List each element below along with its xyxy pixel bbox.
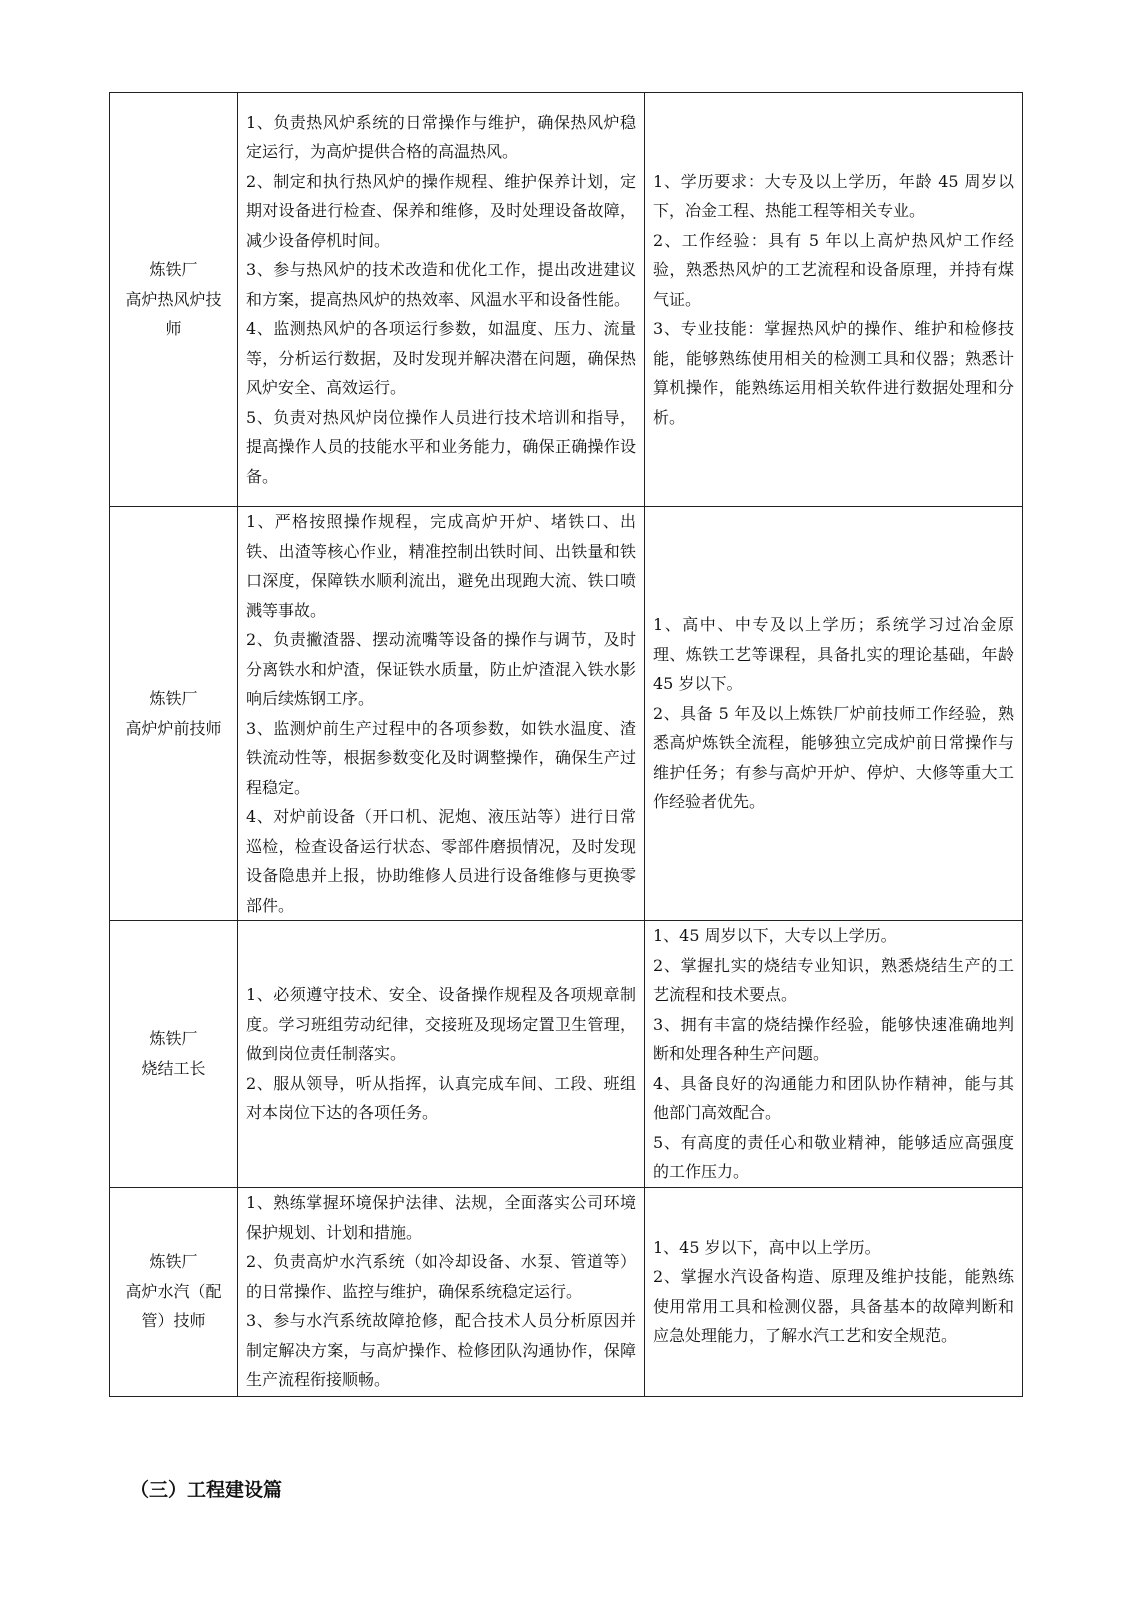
requirements-cell [645,93,1023,507]
duty-item: 2、负责高炉水汽系统（如冷却设备、水泵、管道等）的日常操作、监控与维护，确保系统稳定运行。 [246,1252,636,1301]
table-row [110,507,1023,921]
duty-item: 2、服从领导，听从指挥，认真完成车间、工段、班组对本岗位下达的各项任务。 [246,1073,636,1122]
duties-cell [238,93,645,507]
duty-item: 1、必须遵守技术、安全、设备操作规程及各项规章制度。学习班组劳动纪律，交接班及现场定置卫生管理，做到岗位责任制落实。 [246,985,636,1063]
duties-cell [238,921,645,1188]
duty-item: 1、熟练掌握环境保护法律、法规，全面落实公司环境保护规划、计划和措施。 [246,1193,636,1242]
requirement-item: 2、掌握水汽设备构造、原理及维护技能，能熟练使用常用工具和检测仪器，具备基本的故障判断和应急处理能力，了解水汽工艺和安全规范。 [653,1267,1014,1345]
requirements-cell [645,507,1023,921]
position-line: 高炉热风炉技 [125,289,222,309]
duty-item: 1、严格按照操作规程，完成高炉开炉、堵铁口、出铁、出渣等核心作业，精准控制出铁时间、出铁量和铁口深度，保障铁水顺利流出，避免出现跑大流、铁口喷溅等事故。 [246,512,636,620]
duty-item: 3、参与水汽系统故障抢修，配合技术人员分析原因并制定解决方案，与高炉操作、检修团队沟通协作，保障生产流程衔接顺畅。 [246,1311,636,1390]
position-cell [110,93,238,507]
requirement-item: 1、45 岁以下，高中以上学历。 [653,1237,881,1257]
requirements-cell [645,921,1023,1188]
requirement-item: 3、专业技能：掌握热风炉的操作、维护和检修技能，能够熟练使用相关的检测工具和仪器；熟悉计算机操作，能熟练运用相关软件进行数据处理和分析。 [653,319,1014,427]
requirement-item: 2、掌握扎实的烧结专业知识，熟悉烧结生产的工艺流程和技术要点。 [653,955,1014,1004]
section-heading: （三）工程建设篇 [130,1479,283,1501]
duty-item: 4、对炉前设备（开口机、泥炮、液压站等）进行日常巡检，检查设备运行状态、零部件磨损情况，及时发现设备隐患并上报，协助维修人员进行设备维修与更换零部件。 [246,807,636,915]
table-row [110,1187,1023,1396]
duties-cell [238,507,645,921]
position-cell [110,1187,238,1396]
duty-item: 4、监测热风炉的各项运行参数，如温度、压力、流量等，分析运行数据，及时发现并解决潜在问题，确保热风炉安全、高效运行。 [246,319,636,398]
duty-item: 2、负责撇渣器、摆动流嘴等设备的操作与调节，及时分离铁水和炉渣，保证铁水质量，防止炉渣混入铁水影响后续炼钢工序。 [246,630,636,708]
job-requirements-table [109,92,1023,1397]
requirement-item: 3、拥有丰富的烧结操作经验，能够快速准确地判断和处理各种生产问题。 [653,1014,1014,1063]
requirement-item: 1、高中、中专及以上学历；系统学习过冶金原理、炼铁工艺等课程，具备扎实的理论基础，年龄 45 岁以下。 [653,615,1014,694]
position-line: 师 [165,319,182,339]
duty-item: 3、监测炉前生产过程中的各项参数，如铁水温度、渣铁流动性等，根据参数变化及时调整操作，确保生产过程稳定。 [246,718,636,797]
position-cell [110,507,238,921]
requirement-item: 4、具备良好的沟通能力和团队协作精神，能与其他部门高效配合。 [653,1073,1014,1122]
position-line: 炼铁厂 [149,1252,198,1272]
table-row [110,93,1023,507]
position-line: 烧结工长 [141,1058,206,1078]
position-line: 炼铁厂 [149,1029,198,1049]
requirement-item: 1、学历要求：大专及以上学历，年龄 45 周岁以下，冶金工程、热能工程等相关专业。 [653,171,1014,221]
duty-item: 1、负责热风炉系统的日常操作与维护，确保热风炉稳定运行，为高炉提供合格的高温热风。 [246,112,636,162]
position-line: 高炉水汽（配 [125,1281,222,1301]
duties-cell [238,1187,645,1396]
requirements-cell [645,1187,1023,1396]
position-cell [110,921,238,1188]
table-row [110,921,1023,1188]
requirement-item: 2、具备 5 年及以上炼铁厂炉前技师工作经验，熟悉高炉炼铁全流程，能够独立完成炉前日常操作与维护任务；有参与高炉开炉、停炉、大修等重大工作经验者优先。 [653,703,1014,812]
duty-item: 3、参与热风炉的技术改造和优化工作，提出改进建议和方案，提高热风炉的热效率、风温水平和设备性能。 [246,260,636,309]
position-line: 管）技师 [141,1311,206,1331]
requirement-item: 5、有高度的责任心和敬业精神，能够适应高强度的工作压力。 [653,1132,1014,1181]
position-line: 高炉炉前技师 [125,718,222,738]
requirement-item: 1、45 周岁以下，大专以上学历。 [653,926,897,945]
duty-item: 5、负责对热风炉岗位操作人员进行技术培训和指导，提高操作人员的技能水平和业务能力，确保正确操作设备。 [246,407,636,486]
position-line: 炼铁厂 [149,689,198,708]
position-line: 炼铁厂 [149,260,198,280]
duty-item: 2、制定和执行热风炉的操作规程、维护保养计划，定期对设备进行检查、保养和维修，及时处理设备故障，减少设备停机时间。 [246,171,636,250]
requirement-item: 2、工作经验：具有 5 年以上高炉热风炉工作经验，熟悉热风炉的工艺流程和设备原理，并持有煤气证。 [653,230,1014,309]
